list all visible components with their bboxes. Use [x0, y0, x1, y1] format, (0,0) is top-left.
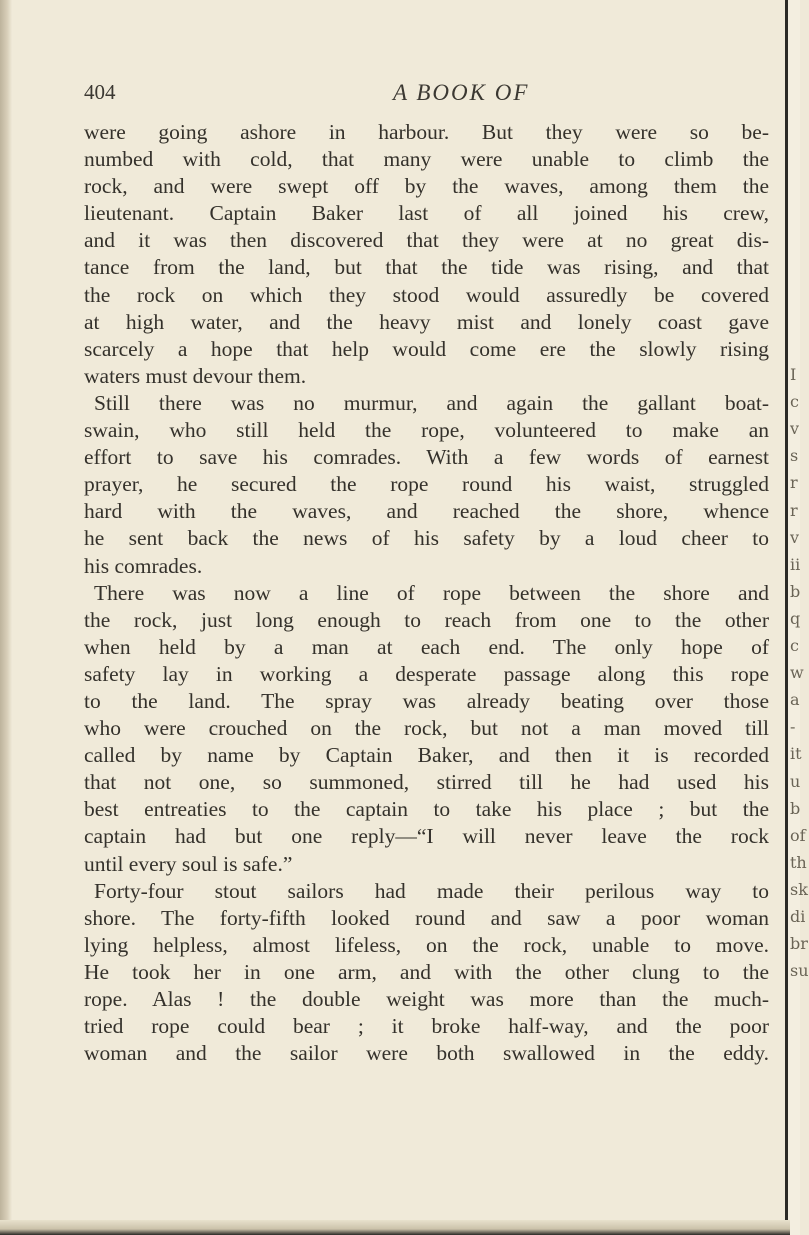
text-line: scarcely a hope that help would come ere the slowly rising: [84, 336, 769, 361]
text-line: he sent back the news of his safety by a loud cheer to: [84, 526, 769, 551]
text-line: hard with the waves, and reached the shore, whence: [84, 499, 769, 524]
next-page-fragment: th: [790, 852, 807, 872]
text-line: He took her in one arm, and with the other clung to the: [84, 959, 769, 984]
body-text: [84, 119, 769, 1067]
text-line: were going ashore in harbour. But they were so be-: [84, 120, 769, 144]
next-page-fragment: br: [790, 934, 808, 954]
page-number: 404: [84, 80, 116, 104]
text-line: to the land. The spray was already beating over those: [84, 688, 769, 713]
text-line: lieutenant. Captain Baker last of all joined his crew,: [84, 201, 769, 226]
next-page-fragment: di: [790, 907, 806, 926]
next-page-fragment: I: [790, 365, 797, 384]
next-page-fragment: u: [790, 771, 801, 791]
next-page-fragment: s: [790, 446, 799, 466]
text-line: woman and the sailor were both swallowed in the eddy.: [84, 1041, 769, 1066]
next-page-fragment: v: [790, 419, 800, 439]
text-line: at high water, and the heavy mist and lonely coast gave: [84, 309, 769, 334]
text-line: and it was then discovered that they were at no great dis-: [84, 228, 769, 253]
text-line: the rock on which they stood would assuredly be covered: [84, 282, 769, 307]
text-line: lying helpless, almost lifeless, on the rock, unable to move.: [84, 932, 769, 957]
next-page-fragment: ii: [790, 554, 801, 574]
next-page-fragment: v: [790, 527, 800, 547]
text-line: called by name by Captain Baker, and then it is recorded: [84, 743, 769, 768]
text-line: the rock, just long enough to reach from one to the other: [84, 607, 769, 632]
text-line: numbed with cold, that many were unable to climb the: [84, 147, 769, 172]
next-page-fragment: su: [790, 961, 809, 981]
page-bottom-shadow: [0, 1220, 790, 1235]
next-page-fragment: q: [790, 608, 801, 628]
next-page-fragment: c: [790, 636, 799, 655]
text-line: rock, and were swept off by the waves, among them the: [84, 174, 769, 199]
page-header: [0, 80, 790, 110]
page-binding-edge: [0, 0, 12, 1235]
text-line: captain had but one reply—“I will never leave the rock: [84, 824, 769, 849]
next-page-fragment: -: [790, 717, 796, 737]
text-line: safety lay in working a desperate passage along this rope: [84, 661, 769, 686]
text-line: Forty-four stout sailors had made their perilous way to: [94, 878, 769, 903]
text-line: best entreaties to the captain to take his place ; but the: [84, 797, 769, 822]
next-page-fragment: sk: [790, 879, 808, 899]
next-page-fragment: c: [790, 392, 799, 412]
text-line: waters must devour them.: [84, 363, 307, 388]
next-page-fragment: r: [790, 500, 798, 520]
text-line: tance from the land, but that the tide was rising, and that: [84, 255, 769, 280]
text-line: swain, who still held the rope, volunteered to make an: [84, 418, 769, 443]
next-page-fragment: b: [790, 798, 801, 818]
text-line: shore. The forty-fifth looked round and saw a poor woman: [84, 905, 769, 930]
text-line: until every soul is safe.”: [84, 851, 293, 876]
adjacent-page-sliver: [788, 0, 809, 1235]
text-line: tried rope could bear ; it broke half-way, and the poor: [84, 1014, 769, 1039]
text-line: Still there was no murmur, and again the gallant boat-: [94, 390, 769, 415]
text-line: rope. Alas ! the double weight was more than the much-: [84, 987, 769, 1011]
text-line: prayer, he secured the rope round his waist, struggled: [84, 472, 769, 497]
text-line: when held by a man at each end. The only hope of: [84, 634, 769, 659]
next-page-fragment: r: [790, 473, 798, 493]
text-line: who were crouched on the rock, but not a man moved till: [84, 716, 769, 741]
next-page-fragment: a: [790, 690, 800, 710]
text-line: effort to save his comrades. With a few words of earnest: [84, 445, 769, 470]
next-page-fragment: w: [790, 663, 804, 683]
next-page-fragment: of: [790, 825, 806, 845]
next-page-fragment: it: [790, 744, 802, 764]
text-line: There was now a line of rope between the shore and: [94, 580, 769, 605]
next-page-fragment: b: [790, 581, 801, 601]
running-title: A BOOK OF: [393, 80, 530, 105]
text-line: his comrades.: [84, 553, 203, 578]
text-line: that not one, so summoned, stirred till he had used his: [84, 770, 769, 795]
